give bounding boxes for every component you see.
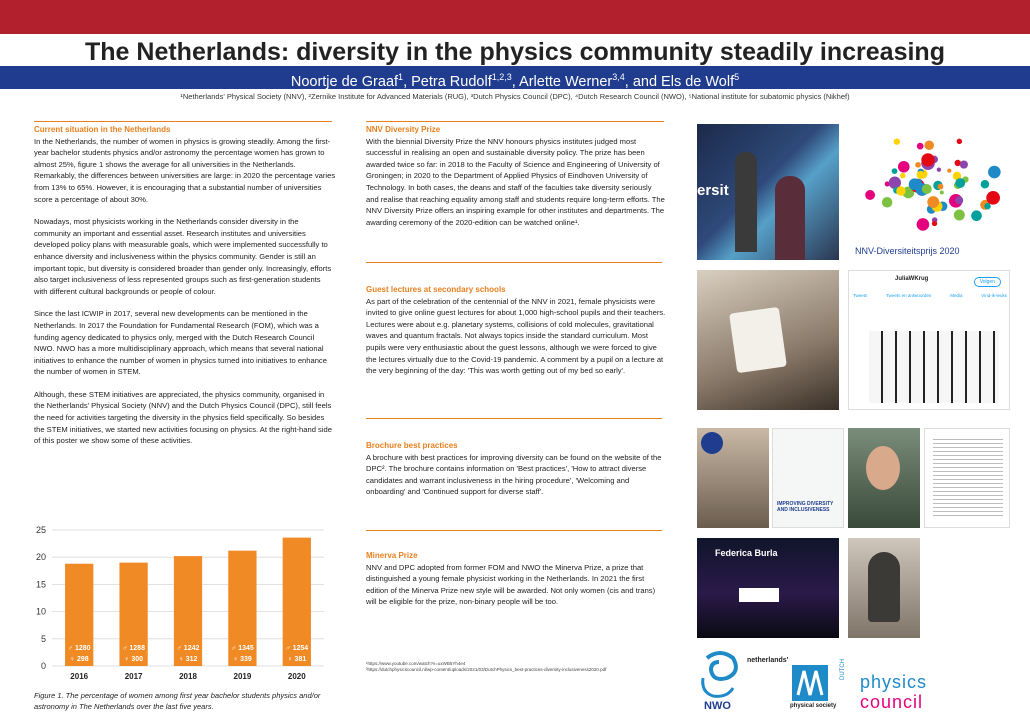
logo-dot bbox=[984, 203, 990, 209]
female-count-label: ♀ 339 bbox=[232, 656, 252, 663]
minerva-section bbox=[366, 550, 666, 619]
left-paragraph-3: Since the last ICWIP in 2017, several new developments can be mentioned in the Netherlands. In 2017 the Foundation for Fundamental Research (FOM), which was a funding agency dedicated to physics only, merged with the Dutch Research Council NWO. NWO has a more multidisciplinary approach, which means that several national initiatives to enhance the number of women in physics turned into initiatives to enhance the number of women in STEM. bbox=[34, 309, 327, 377]
y-tick-label: 10 bbox=[35, 606, 46, 617]
logo-dot bbox=[957, 139, 962, 144]
diversity-prize-logo-text: NNV-Diversiteitsprijs 2020 bbox=[855, 246, 960, 256]
female-count-label: ♀ 312 bbox=[178, 656, 198, 663]
divider-1 bbox=[366, 262, 662, 263]
left-paragraph-4: Although, these STEM initiatives are appreciated, the physics community, organised in the Netherlands' Physical Society (NNV) and the Dutch Physics Council (DPC), still feels the need for activities targeting the diversity in the physics field specifically. So besides the STEM initiatives, we started new activities focusing on physics. At the right-hand side of this poster we show some of these activities. bbox=[34, 389, 332, 446]
divider-3 bbox=[366, 530, 662, 531]
left-heading: Current situation in the Netherlands bbox=[34, 125, 171, 134]
x-tick-label: 2019 bbox=[233, 672, 252, 681]
logo-dot bbox=[896, 186, 905, 195]
logo-dot bbox=[981, 180, 990, 189]
netherlands-logo-text: netherlands' bbox=[747, 657, 789, 664]
page-lines bbox=[933, 439, 1003, 519]
left-paragraph-1: In the Netherlands, the number of women in physics is growing steadily. Among the first-year bachelor students physics and/or astronomy the percentage women has grown to almost 25%, figure 1 shows the average for all universities in the Netherlands. Remarkably, the differences between universities are large: in 2020 the percentage varies from 13% to 65%. However, it is encouraging that a substantial number of universities score a percentage of about 30%. bbox=[34, 136, 336, 204]
logo-dot bbox=[932, 221, 937, 226]
logo-dot bbox=[900, 173, 906, 179]
researcher-photo bbox=[848, 428, 920, 528]
author-2: Petra Rudolf$^{1,2,3}$ bbox=[411, 72, 512, 90]
author-bar: Noortje de Graaf$^1$, Petra Rudolf$^{1,2,3}$, Arlette Werner$^{3,4}$, and Els de Wolf$^5$ bbox=[0, 66, 1030, 89]
male-count-label: ♂ 1288 bbox=[122, 645, 145, 652]
tab-likes[interactable]: Vind-ik-leuks bbox=[981, 293, 1007, 298]
female-count-label: ♀ 300 bbox=[124, 656, 144, 663]
photo-overlay-text: ersit bbox=[697, 182, 729, 199]
y-tick-label: 20 bbox=[35, 552, 46, 563]
male-count-label: ♂ 1254 bbox=[285, 645, 309, 652]
brochure-text: A brochure with best practices for improving diversity can be found on the website of the DPC². The brochure contains information on 'Best practices', 'How to attract diverse candidates and warrant inclusiveness in the hiring procedure', 'Welcoming and onboarding' and 'Continued support for diverse staff'. bbox=[366, 452, 662, 497]
logo-dot bbox=[915, 162, 921, 168]
nwo-logo-text: NWO bbox=[704, 700, 731, 712]
logo-dot bbox=[986, 191, 1000, 205]
footnotes bbox=[366, 661, 666, 673]
piano-image bbox=[869, 331, 999, 403]
figure-caption: Figure 1. The percentage of women among first year bachelor students physics and/or astronomy in The Netherlands over the last five years. bbox=[34, 691, 321, 711]
lab-photo bbox=[697, 428, 769, 528]
left-column bbox=[34, 124, 336, 458]
diversity-prize-logo bbox=[845, 124, 1015, 244]
middle-column bbox=[366, 124, 666, 239]
minerva-statue-photo bbox=[848, 538, 920, 638]
diversity-prize-text: With the biennial Diversity Prize the NNV honours physics institutes judged most successful in realising an open and sustainable diversity policy. The prize has been awarded twice so far: in 2018 to the Faculty of Science and Engineering of University of Groningen; in 2020 to the Department of Applied Physics of Eindhoven University of Technology. In both cases, the deans and staff of the faculties take diversity seriously and realise that reaching equality among staff and students require long-term efforts. The NNV Diversity Prize offers an inspiring example for other institutes and departments. The awarding ceremony of the 2020-edition can be watched online¹. bbox=[366, 136, 665, 227]
logo-dot bbox=[960, 160, 968, 168]
minerva-heading: Minerva Prize bbox=[366, 551, 418, 560]
logo-dot bbox=[898, 161, 910, 173]
tweet-screenshot bbox=[848, 270, 1010, 410]
tweet-tabs bbox=[853, 293, 1007, 298]
affiliations: ¹Netherlands' Physical Society (NNV), ²Zernike Institute for Advanced Materials (RUG), ³Dutch Physics Council (DPC), ⁴Dutch Research Council (NWO), ⁵National institute for subatomic physics (Nikhef) bbox=[180, 92, 850, 101]
logo-dot bbox=[894, 138, 900, 144]
logo-dot bbox=[917, 143, 924, 150]
logo-dot bbox=[971, 210, 982, 221]
logo-dot bbox=[922, 184, 932, 194]
minerva-stage-photo bbox=[697, 538, 839, 638]
logo-dot bbox=[954, 209, 965, 220]
logo-dot bbox=[927, 196, 939, 208]
y-tick-label: 15 bbox=[35, 579, 46, 590]
tab-tweets[interactable]: Tweets bbox=[853, 293, 868, 298]
author-1: Noortje de Graaf$^1$ bbox=[290, 72, 404, 90]
male-count-label: ♂ 1242 bbox=[176, 645, 200, 652]
guest-lectures-section bbox=[366, 284, 666, 388]
dutch-text: DUTCH bbox=[840, 659, 846, 680]
x-tick-label: 2016 bbox=[70, 672, 89, 681]
logo-dot bbox=[947, 169, 951, 173]
diversity-prize-heading: NNV Diversity Prize bbox=[366, 125, 441, 134]
y-tick-label: 25 bbox=[35, 525, 46, 535]
logo-dot bbox=[938, 184, 944, 190]
nwo-badge-icon bbox=[701, 432, 723, 454]
council-text: council bbox=[860, 692, 924, 712]
logo-dot bbox=[921, 153, 934, 166]
logo-dot bbox=[917, 218, 930, 231]
left-top-divider bbox=[34, 121, 332, 122]
brochure-cover bbox=[772, 428, 844, 528]
nnv-logo-icon bbox=[792, 665, 828, 701]
minerva-text: NNV and DPC adopted from former FOM and NWO the Minerva Prize, a prize that distinguished a young female physicist working in the Netherlands. In 2021 the first edition of the Minerva Prize new style will be awarded. Not only women (cis and trans) will be eligible for the prize, non-binary people will be too. bbox=[366, 562, 656, 607]
stage-name: Federica Burla bbox=[715, 548, 778, 558]
logo-dot bbox=[917, 171, 925, 179]
female-count-label: ♀ 298 bbox=[69, 656, 89, 663]
person-1 bbox=[735, 152, 757, 252]
physics-text: physics bbox=[860, 672, 928, 692]
tab-media[interactable]: Media bbox=[950, 293, 963, 298]
x-tick-label: 2017 bbox=[124, 672, 143, 681]
logo-dot bbox=[865, 190, 875, 200]
author-3: Arlette Werner$^{3,4}$ bbox=[519, 72, 625, 90]
logo-dot bbox=[988, 166, 1001, 179]
owl-statue bbox=[868, 552, 900, 622]
brochure-section bbox=[366, 440, 666, 509]
x-tick-label: 2018 bbox=[179, 672, 197, 681]
logo-dot bbox=[924, 140, 934, 150]
bar-chart bbox=[30, 524, 330, 686]
logo-dot bbox=[955, 196, 963, 204]
logo-dot bbox=[892, 168, 898, 174]
tab-replies[interactable]: Tweets en antwoorden bbox=[886, 293, 932, 298]
demo-object bbox=[729, 307, 787, 373]
physical-society-text: physical society bbox=[790, 703, 837, 709]
brochure-page bbox=[924, 428, 1010, 528]
footnote-2: ²https://dutchphysicscouncil.nl/wp-content/uploads/2021/03/DutchPhysics_best-practices-diversity-inclusiveness2020.pdf bbox=[366, 667, 607, 672]
tweet-name: JuliaWKrug bbox=[895, 276, 929, 282]
top-red-bar bbox=[0, 0, 1030, 34]
logo-dot bbox=[937, 167, 941, 171]
follow-button[interactable]: Volgen bbox=[974, 277, 1001, 287]
brochure-heading: Brochure best practices bbox=[366, 441, 458, 450]
left-paragraph-2: Nowadays, most physicists working in the Netherlands consider diversity in the community an important and essential asset. Research institutes and universities developed policy plans with measurable goals, which were implemented successfully to enhance diversity and inclusiveness within the physics community. Gender is still an important topic, but diversity is considered broader than gender only. Increasingly, efforts also target inclusiveness of less represented groups such as first-generation students with different cultural backgrounds or people of colour. bbox=[34, 217, 332, 296]
guest-lecture-photo bbox=[697, 270, 839, 410]
x-tick-label: 2020 bbox=[287, 672, 306, 681]
prize-ceremony-photo bbox=[697, 124, 839, 260]
footnote-1: ¹https://www.youtube.com/watch?v=uxWB5Yh4e4 bbox=[366, 661, 466, 666]
person-2 bbox=[775, 176, 805, 260]
award-board bbox=[739, 588, 779, 602]
female-count-label: ♀ 381 bbox=[287, 656, 307, 663]
author-4: Els de Wolf$^5$ bbox=[661, 72, 740, 90]
divider-2 bbox=[366, 418, 662, 419]
guest-lectures-text: As part of the celebration of the centennial of the NNV in 2021, female physicists were invited to give online guest lectures for about 1,000 high-school pupils and their teachers. Lectures were about e.g. planetary systems, collisions of cold molecules, gravitational waves and quantum fractals. Not always topics inside the standard curriculum. Most pupils were very enthusiastic about the guest lessons, although we were forced to give the lectures virtually due to the Covid-19 pandemic. A comment by a pupil on a lecture at the very beginning of the day: 'This was worth getting out of my bed so early'. bbox=[366, 296, 666, 376]
brochure-cover-title: IMPROVING DIVERSITY AND INCLUSIVENESS bbox=[777, 501, 834, 513]
y-tick-label: 5 bbox=[40, 633, 46, 644]
middle-top-divider bbox=[366, 121, 664, 122]
logo-dot bbox=[940, 191, 944, 195]
logo-dot bbox=[882, 197, 892, 207]
poster-title: The Netherlands: diversity in the physics community steadily increasing bbox=[85, 38, 945, 66]
guest-lectures-heading: Guest lectures at secondary schools bbox=[366, 285, 506, 294]
male-count-label: ♂ 1345 bbox=[231, 645, 254, 652]
male-count-label: ♂ 1280 bbox=[67, 645, 91, 652]
logo-dot bbox=[955, 178, 965, 188]
face bbox=[866, 446, 900, 490]
y-tick-label: 0 bbox=[40, 661, 46, 671]
